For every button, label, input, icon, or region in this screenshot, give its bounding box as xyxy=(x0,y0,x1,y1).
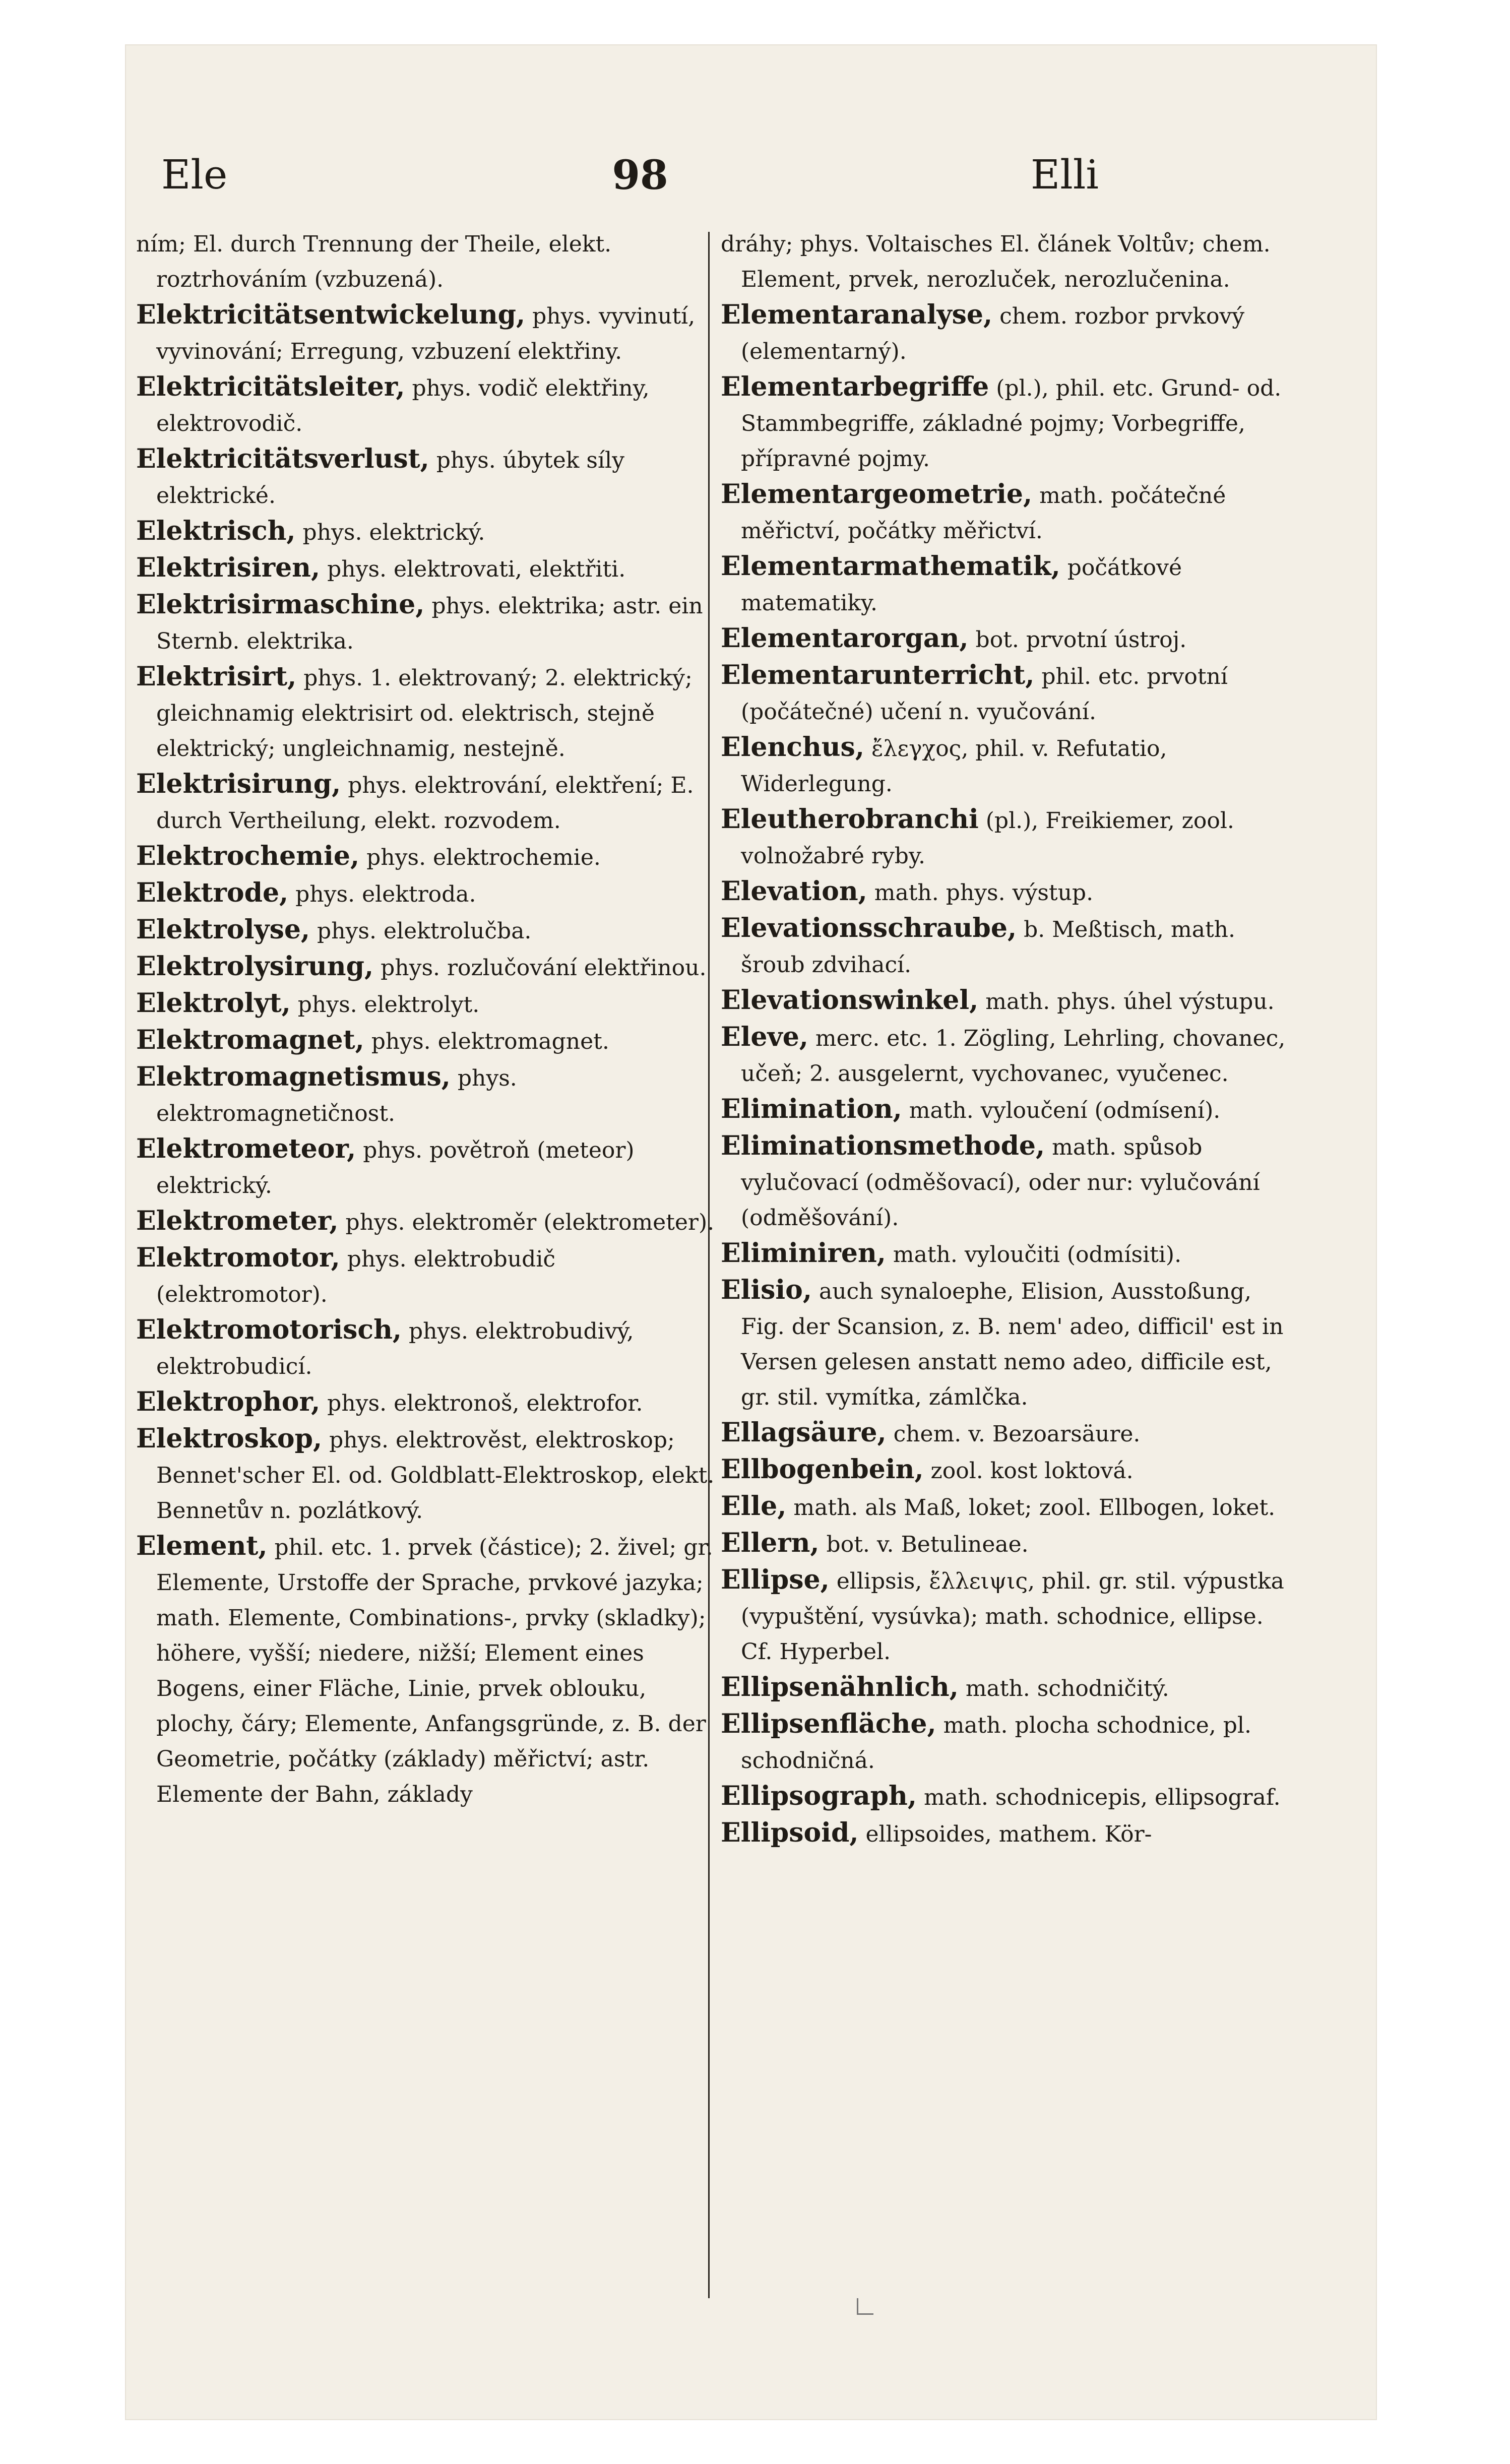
entry-headword: Ellipsograph, xyxy=(721,1781,917,1811)
dictionary-entry xyxy=(721,1415,1300,1452)
dictionary-entry xyxy=(721,983,1300,1020)
dictionary-entry xyxy=(136,587,716,659)
dictionary-entry xyxy=(721,730,1300,802)
dictionary-entry xyxy=(136,1131,716,1204)
entry-definition: bot. prvotní ústroj. xyxy=(975,627,1187,653)
entry-headword: Elementarorgan, xyxy=(721,623,969,654)
dictionary-entry xyxy=(721,621,1300,658)
dictionary-entry xyxy=(721,1128,1300,1236)
entry-definition: merc. etc. 1. Zögling, Lehrling, chovanec, učeň; 2. ausgelernt, vychovanec, vyučenec. xyxy=(741,1026,1286,1087)
entry-headword: Elektricitätsleiter, xyxy=(136,371,405,402)
dictionary-entry xyxy=(136,1023,716,1059)
dictionary-entry xyxy=(136,1204,716,1240)
dictionary-entry xyxy=(136,875,716,912)
entry-headword: Eleve, xyxy=(721,1022,808,1052)
entry-definition: phys. elektrický. xyxy=(302,520,485,545)
entry-definition: phys. elektrika; astr. ein Sternb. elektrika. xyxy=(156,593,703,654)
entry-headword: Ellagsäure, xyxy=(721,1417,887,1448)
entry-definition: phys. elektrověst, elektroskop; Bennet'scher El. od. Goldblatt-Elektroskop, elekt. Bennetův n. pozlátkový. xyxy=(156,1427,715,1524)
entry-headword: Elementargeometrie, xyxy=(721,479,1033,510)
entry-definition: math. spůsob vylučovací (odměšovací), oder nur: vylučování (odměšování). xyxy=(741,1134,1260,1231)
dictionary-entry xyxy=(721,477,1300,549)
entry-definition: auch synaloephe, Elision, Ausstoßung, Fig. der Scansion, z. B. nem' adeo, difficil' est in Versen gelesen anstatt nemo adeo, difficile est, gr. stil. vymítka, zámlčka. xyxy=(741,1279,1284,1410)
entry-headword: Elevationsschraube, xyxy=(721,913,1017,943)
dictionary-entry xyxy=(721,1020,1300,1092)
dictionary-entry xyxy=(721,658,1300,730)
page-number: 98 xyxy=(612,151,668,199)
entry-headword: Elektrolyt, xyxy=(136,988,291,1019)
dictionary-entry xyxy=(721,1815,1300,1852)
entry-headword: Elle, xyxy=(721,1491,787,1522)
dictionary-entry xyxy=(136,986,716,1023)
dictionary-entry xyxy=(136,1312,716,1384)
entry-headword: Elektrolyse, xyxy=(136,914,310,945)
entry-headword: Elisio, xyxy=(721,1275,812,1305)
entry-definition: phys. elektronoš, elektrofor. xyxy=(327,1391,643,1416)
entry-headword: Ellipsenfläche, xyxy=(721,1709,936,1739)
dictionary-entry xyxy=(721,1526,1300,1562)
dictionary-entry xyxy=(136,297,716,369)
entry-headword: Elektrisch, xyxy=(136,516,296,546)
entry-definition: phys. elektromagnetičnost. xyxy=(156,1065,517,1126)
dictionary-entry xyxy=(136,659,716,767)
entry-definition: math. schodničitý. xyxy=(965,1676,1169,1701)
entry-headword: Elementarbegriffe xyxy=(721,371,989,402)
entry-definition: phys. elektrochemie. xyxy=(366,845,601,870)
dictionary-entry xyxy=(136,227,716,297)
entry-definition: phys. elektrobudič (elektromotor). xyxy=(156,1246,556,1307)
entry-definition: ἔλεγχος, phil. v. Refutatio, Widerlegung. xyxy=(741,736,1167,797)
dictionary-entry xyxy=(136,369,716,441)
entry-definition: phys. elektrobudivý, elektrobudicí. xyxy=(156,1318,634,1379)
dictionary-entry xyxy=(136,550,716,587)
dictionary-entry xyxy=(136,1421,716,1529)
entry-definition: phys. povětroň (meteor) elektrický. xyxy=(156,1138,635,1198)
dictionary-entry xyxy=(721,1670,1300,1707)
entry-definition: phys. elektrování, elektření; E. durch Vertheilung, elekt. rozvodem. xyxy=(156,773,694,834)
entry-definition: math. plocha schodnice, pl. schodničná. xyxy=(741,1713,1251,1774)
entry-headword: Elementaranalyse, xyxy=(721,299,993,330)
dictionary-entry xyxy=(721,1452,1300,1489)
left-column xyxy=(136,227,716,1812)
entry-headword: Ellern, xyxy=(721,1528,820,1558)
entry-definition: phys. elektrolučba. xyxy=(317,918,532,944)
entry-definition: phys. vyvinutí, vyvinování; Erregung, vzbuzení elektřiny. xyxy=(156,303,696,364)
page-header xyxy=(151,151,1129,212)
entry-headword: Eliminationsmethode, xyxy=(721,1130,1045,1161)
entry-headword: Element, xyxy=(136,1531,268,1561)
entry-definition: math. phys. úhel výstupu. xyxy=(985,989,1275,1015)
dictionary-entry xyxy=(136,839,716,875)
entry-definition: phys. úbytek síly elektrické. xyxy=(156,448,624,509)
entry-headword: Elektromagnet, xyxy=(136,1025,364,1055)
dictionary-entry xyxy=(136,1240,716,1312)
entry-definition: phys. elektroměr (elektrometer). xyxy=(345,1210,715,1235)
entry-headword: Elektrisirung, xyxy=(136,769,341,799)
entry-headword: Eleutherobranchi xyxy=(721,804,979,835)
entry-headword: Elektromotor, xyxy=(136,1242,340,1273)
dictionary-entry xyxy=(721,1707,1300,1779)
entry-headword: Elimination, xyxy=(721,1094,902,1124)
entry-definition: phys. elektromagnet. xyxy=(371,1029,609,1054)
entry-definition: phys. 1. elektrovaný; 2. elektrický; gleichnamig elektrisirt od. elektrisch, stejně elektrický; ungleichnamig, nestejně. xyxy=(156,665,693,762)
entry-headword: Ellbogenbein, xyxy=(721,1454,924,1485)
entry-headword: Elementarunterricht, xyxy=(721,660,1035,690)
dictionary-entry xyxy=(721,297,1300,369)
dictionary-entry xyxy=(136,514,716,550)
entry-headword: Elektrometeor, xyxy=(136,1133,356,1164)
entry-definition: chem. rozbor prvkový (elementarný). xyxy=(741,303,1245,364)
dictionary-entry xyxy=(721,1489,1300,1526)
entry-definition: (pl.), Freikiemer, zool. volnožabré ryby. xyxy=(741,808,1234,869)
dictionary-entry xyxy=(136,441,716,514)
dictionary-entry xyxy=(136,1059,716,1131)
dictionary-entry xyxy=(721,369,1300,477)
dictionary-entry xyxy=(721,1273,1300,1415)
entry-headword: Elektrolysirung, xyxy=(136,951,374,982)
scan-mark xyxy=(857,2298,873,2315)
entry-headword: Elektrophor, xyxy=(136,1386,321,1417)
entry-headword: Ellipsoid, xyxy=(721,1817,859,1848)
dictionary-entry xyxy=(721,549,1300,621)
entry-definition: math. počátečné měřictví, počátky měřictví. xyxy=(741,483,1226,544)
entry-headword: Elektrochemie, xyxy=(136,841,360,871)
entry-headword: Ellipsenähnlich, xyxy=(721,1672,959,1702)
entry-definition: ellipsoides, mathem. Kör- xyxy=(865,1821,1152,1847)
entry-headword: Elektrode, xyxy=(136,877,289,908)
entry-headword: Elenchus, xyxy=(721,732,864,763)
entry-definition: počátkové matematiky. xyxy=(741,555,1182,616)
right-column xyxy=(721,227,1300,1852)
entry-headword: Elementarmathematik, xyxy=(721,551,1060,582)
entry-definition: phil. etc. 1. prvek (částice); 2. živel; gr. Elemente, Urstoffe der Sprache, prvkové jazyka; math. Elemente, Combinations-, prvky (skladky); höhere, vyšší; niedere, nižší; Element eines Bogens, einer Fläche, Linie, prvek oblouku, plochy, čáry; Elemente, Anfangsgründe, z. B. der Geometrie, počátky (základy) měřictví; astr. Elemente der Bahn, základy xyxy=(156,1535,713,1807)
entry-headword: Elektrisirt, xyxy=(136,661,297,692)
entry-definition: phil. etc. prvotní (počátečné) učení n. vyučování. xyxy=(741,664,1228,725)
entry-headword: Elektrisiren, xyxy=(136,552,321,583)
dictionary-entry xyxy=(721,874,1300,911)
entry-definition: (pl.), phil. etc. Grund- od. Stammbegriffe, základné pojmy; Vorbegriffe, přípravné pojmy. xyxy=(741,375,1282,472)
entry-headword: Elevation, xyxy=(721,876,867,907)
entry-headword: Elektrometer, xyxy=(136,1206,339,1236)
entry-definition: math. vyloučení (odmísení). xyxy=(909,1098,1221,1123)
dictionary-entry xyxy=(136,767,716,839)
entry-definition: ellipsis, ἔλλειψις, phil. gr. stil. výpustka (vypuštění, vysúvka); math. schodnice, ellipse. Cf. Hyperbel. xyxy=(741,1568,1284,1665)
dictionary-entry xyxy=(721,802,1300,874)
entry-definition: ním; El. durch Trennung der Theile, elekt. roztrhováním (vzbuzená). xyxy=(136,231,612,292)
entry-headword: Elevationswinkel, xyxy=(721,985,979,1016)
entry-headword: Elektroskop, xyxy=(136,1423,323,1454)
entry-definition: bot. v. Betulineae. xyxy=(826,1532,1029,1557)
entry-definition: math. schodnicepis, ellipsograf. xyxy=(923,1785,1281,1810)
entry-definition: chem. v. Bezoarsäure. xyxy=(893,1421,1141,1447)
dictionary-entry xyxy=(721,1562,1300,1670)
entry-headword: Eliminiren, xyxy=(721,1238,886,1269)
entry-headword: Elektromagnetismus, xyxy=(136,1061,451,1092)
dictionary-entry xyxy=(721,1779,1300,1815)
dictionary-entry xyxy=(136,1529,716,1812)
dictionary-entry xyxy=(721,227,1300,297)
dictionary-entry xyxy=(136,949,716,986)
dictionary-entry xyxy=(136,912,716,949)
entry-definition: dráhy; phys. Voltaisches El. článek Voltův; chem. Element, prvek, nerozluček, nerozlučenina. xyxy=(721,231,1271,292)
entry-definition: math. als Maß, loket; zool. Ellbogen, loket. xyxy=(793,1495,1276,1521)
entry-headword: Ellipse, xyxy=(721,1564,830,1595)
dictionary-entry xyxy=(721,911,1300,983)
dictionary-entry xyxy=(136,1384,716,1421)
entry-definition: phys. vodič elektřiny, elektrovodič. xyxy=(156,375,650,436)
entry-definition: zool. kost loktová. xyxy=(930,1458,1134,1484)
entry-headword: Elektrisirmaschine, xyxy=(136,589,425,620)
entry-headword: Elektricitätsverlust, xyxy=(136,444,429,474)
entry-definition: math. vyloučiti (odmísiti). xyxy=(893,1242,1182,1268)
header-right-guide-word: Elli xyxy=(1030,151,1099,198)
entry-definition: math. phys. výstup. xyxy=(874,880,1094,906)
entry-definition: phys. elektroda. xyxy=(295,881,476,907)
header-left-guide-word: Ele xyxy=(161,151,228,198)
dictionary-entry xyxy=(721,1236,1300,1273)
entry-definition: phys. elektrovati, elektřiti. xyxy=(327,556,626,582)
entry-definition: phys. elektrolyt. xyxy=(297,992,480,1018)
entry-headword: Elektricitätsentwickelung, xyxy=(136,299,526,330)
entry-headword: Elektromotorisch, xyxy=(136,1314,402,1345)
dictionary-entry xyxy=(721,1092,1300,1128)
entry-definition: phys. rozlučování elektřinou. xyxy=(381,955,707,981)
entry-definition: b. Meßtisch, math. šroub zdvihací. xyxy=(741,917,1235,978)
